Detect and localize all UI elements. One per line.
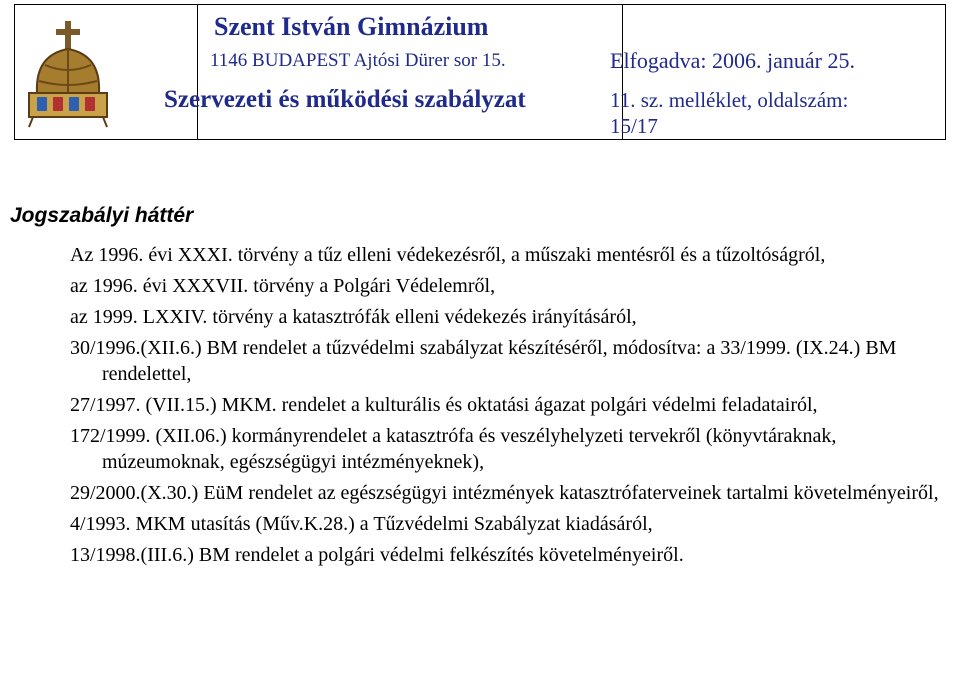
appendix-label: 11. sz. melléklet, oldalszám: — [610, 88, 849, 112]
section-heading: Jogszabályi háttér — [10, 204, 194, 227]
list-item: 4/1993. MKM utasítás (Műv.K.28.) a Tűzvédelmi Szabályzat kiadásáról, — [70, 513, 653, 535]
list-item: 172/1999. (XII.06.) kormányrendelet a katasztrófa és veszélyhelyzeti tervekről (könyvtáraknak, múzeumoknak, egészségügyi intézményeknek), — [70, 425, 837, 473]
school-name: Szent István Gimnázium — [214, 12, 489, 41]
document-title: Szervezeti és működési szabályzat — [164, 86, 526, 113]
logo — [15, 5, 197, 139]
law-list — [70, 242, 940, 573]
list-item: Az 1996. évi XXXI. törvény a tűz elleni védekezésről, a műszaki mentésről és a tűzoltóságról, — [70, 244, 826, 266]
list-item: 30/1996.(XII.6.) BM rendelet a tűzvédelmi szabályzat készítéséről, módosítva: a 33/1999. (IX.24.) BM rendelettel, — [70, 337, 897, 385]
document-header — [14, 4, 942, 140]
list-item: az 1996. évi XXXVII. törvény a Polgári Védelemről, — [70, 275, 496, 297]
school-address: 1146 BUDAPEST Ajtósi Dürer sor 15. — [210, 50, 506, 71]
list-item: az 1999. LXXIV. törvény a katasztrófák elleni védekezés irányításáról, — [70, 306, 637, 328]
list-item: 29/2000.(X.30.) EüM rendelet az egészségügyi intézmények katasztrófaterveinek tartalmi követelményeiről, — [70, 482, 939, 504]
page-number: 15/17 — [610, 114, 658, 138]
accepted-date: Elfogadva: 2006. január 25. — [610, 48, 855, 73]
list-item: 13/1998.(III.6.) BM rendelet a polgári védelmi felkészítés követelményeiről. — [70, 544, 684, 566]
logo-cell — [15, 5, 198, 140]
list-item: 27/1997. (VII.15.) MKM. rendelet a kulturális és oktatási ágazat polgári védelmi feladatairól, — [70, 394, 818, 416]
